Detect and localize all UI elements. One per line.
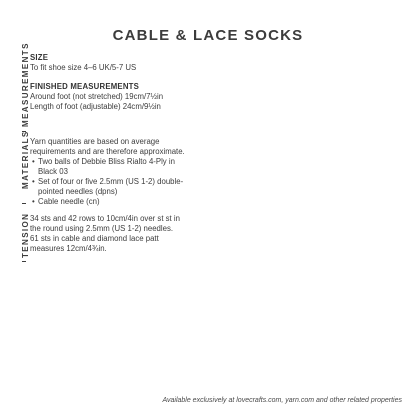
list-item-text: • Cable needle (cn) xyxy=(38,197,100,206)
materials-content xyxy=(30,137,226,207)
materials-divider xyxy=(22,203,26,204)
tension-content xyxy=(30,214,226,254)
list-item-text: Black 03 xyxy=(38,167,68,176)
materials-list xyxy=(30,157,226,207)
list-item xyxy=(30,197,226,207)
footer-note: Available exclusively at lovecrafts.com, yarn.com and other related properties xyxy=(162,397,402,404)
size-text: To fit shoe size 4–6 UK/5-7 US xyxy=(30,63,137,72)
list-item xyxy=(30,177,226,197)
tension-divider xyxy=(22,261,26,262)
tension-line: 61 sts in cable and diamond lace patt xyxy=(30,234,159,243)
tension-line: measures 12cm/4¾in. xyxy=(30,244,107,253)
size-heading: SIZE xyxy=(30,53,49,62)
list-item-text: • Two balls of Debbie Bliss Rialto 4-Ply in xyxy=(38,157,175,166)
page-title: CABLE & LACE SOCKS xyxy=(112,27,304,44)
materials-intro-line: requirements and are therefore approximate. xyxy=(30,147,185,156)
tension-line: 34 sts and 42 rows to 10cm/4in over st st in xyxy=(30,214,180,223)
materials-intro-line: Yarn quantities are based on average xyxy=(30,137,160,146)
measurements-content xyxy=(30,53,226,112)
list-item-text: pointed needles (dpns) xyxy=(38,187,118,196)
finished-line: Around foot (not stretched) 19cm/7½in xyxy=(30,92,164,101)
tension-line: the round using 2.5mm (US 1-2) needles. xyxy=(30,224,174,233)
finished-line: Length of foot (adjustable) 24cm/9½in xyxy=(30,102,161,111)
list-item xyxy=(30,157,226,177)
measurements-side-label: MEASUREMENTS xyxy=(21,42,30,127)
materials-side-label: MATERIALS xyxy=(21,130,30,189)
tension-side-label: TENSION xyxy=(21,212,30,258)
finished-measurements-heading: FINISHED MEASUREMENTS xyxy=(30,82,140,91)
list-item-text: • Set of four or five 2.5mm (US 1-2) double- xyxy=(38,177,184,186)
